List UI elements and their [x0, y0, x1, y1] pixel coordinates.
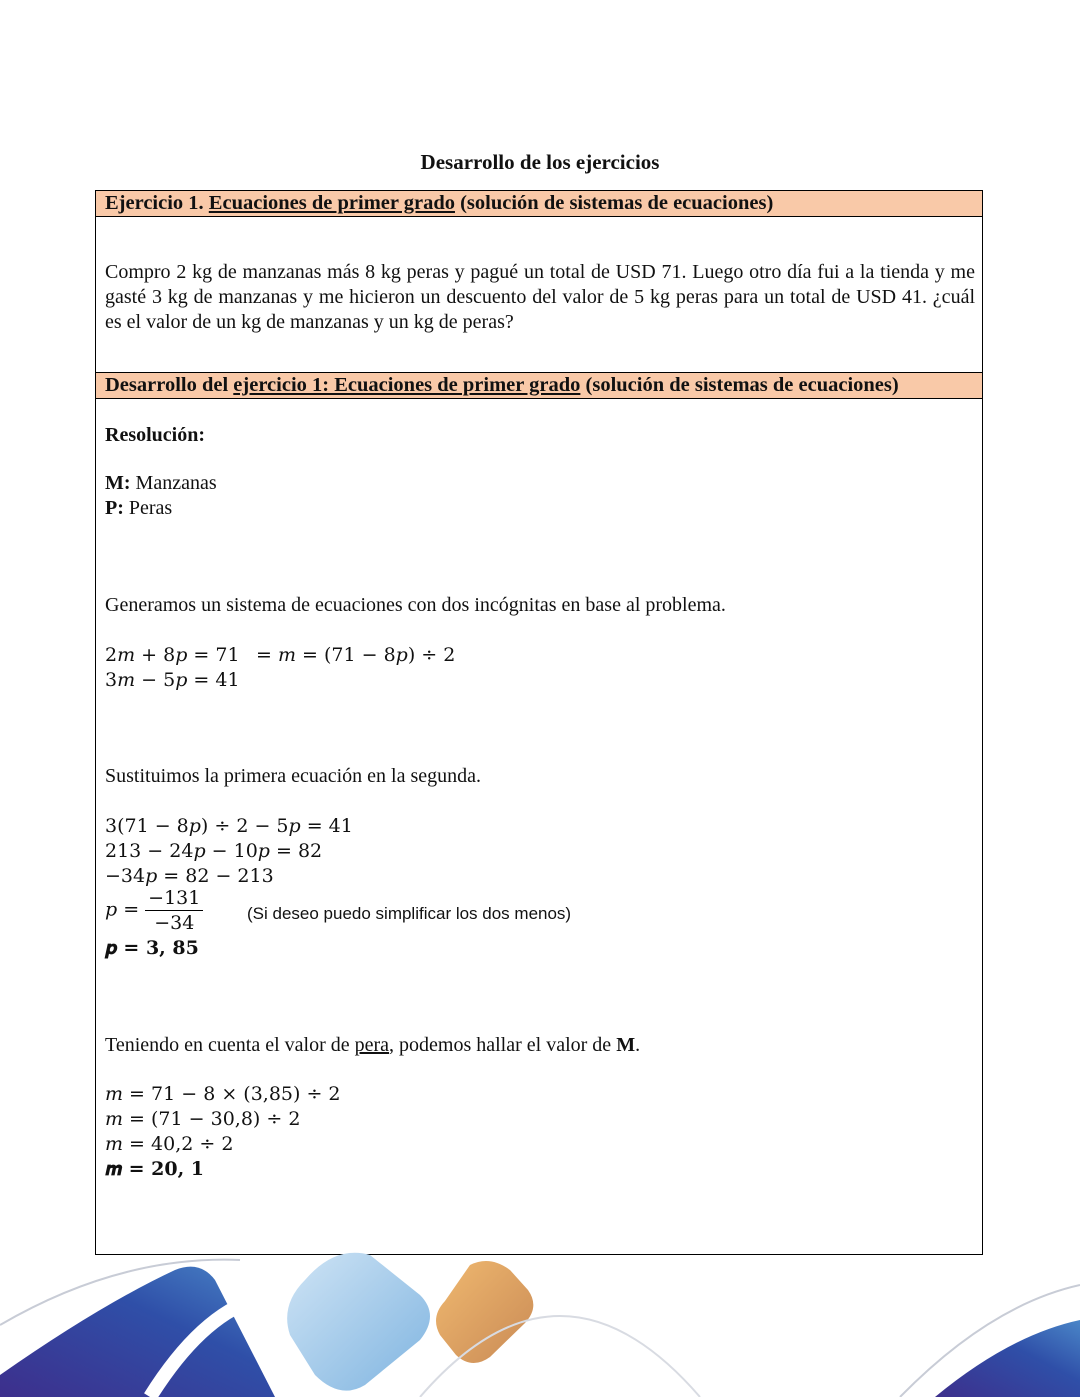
subst-step-3: −34𝑝 = 82 − 213	[105, 865, 274, 887]
var-m-key: M:	[105, 472, 131, 494]
development-header	[96, 372, 982, 399]
p-result: 𝒑 = 𝟑, 𝟖𝟓	[105, 937, 199, 959]
m-result: 𝒎 = 𝟐𝟎, 𝟏	[105, 1158, 205, 1180]
development-header-suffix: (solución de sistemas de ecuaciones)	[580, 374, 899, 396]
var-p-key: P:	[105, 497, 124, 519]
m-intro-3: .	[635, 1034, 641, 1056]
system-intro: Generamos un sistema de ecuaciones con dos incógnitas en base al problema.	[105, 594, 726, 616]
var-p	[105, 497, 172, 520]
exercise1-header-suffix: (solución de sistemas de ecuaciones)	[454, 192, 774, 214]
development-cell	[96, 399, 982, 1254]
light-blue-tile	[287, 1253, 430, 1391]
var-m-value: Manzanas	[130, 472, 217, 494]
problem-cell	[96, 217, 982, 372]
footer-decoration	[0, 1225, 1080, 1397]
exercise1-header-underlined: Ecuaciones de primer grado	[208, 192, 455, 214]
p-fraction-equation	[105, 887, 203, 934]
resolution-label: Resolución:	[105, 424, 205, 446]
exercise1-header-prefix: Ejercicio 1.	[105, 192, 209, 214]
substitution-intro: Sustituimos la primera ecuación en la segunda.	[105, 765, 482, 787]
var-m	[105, 472, 217, 495]
m-step-2: 𝑚 = (71 − 30,8) ÷ 2	[105, 1108, 301, 1130]
p-lhs: 𝑝 =	[105, 898, 140, 921]
development-header-underlined: ejercicio 1: Ecuaciones de primer grado	[233, 374, 581, 396]
right-blue-shape	[935, 1320, 1080, 1397]
m-intro	[105, 1034, 640, 1057]
p-fraction	[145, 887, 203, 934]
orange-tile	[436, 1261, 533, 1363]
exercise-table	[95, 190, 983, 1255]
subst-step-1: 3(71 − 8𝑝) ÷ 2 − 5𝑝 = 41	[105, 815, 353, 837]
m-step-3: 𝑚 = 40,2 ÷ 2	[105, 1133, 234, 1155]
equation-1-solved: = 𝑚 = (71 − 8𝑝) ÷ 2	[256, 644, 456, 666]
exercise1-header	[96, 191, 982, 217]
equation-2: 3𝑚 − 5𝑝 = 41	[105, 669, 240, 691]
page-title: Desarrollo de los ejercicios	[420, 150, 660, 174]
problem-text: Compro 2 kg de manzanas más 8 kg peras y pagué un total de USD 71. Luego otro día fui a la tienda y me gasté 3 kg de manzanas y me hicieron un descuento del valor de 5 kg peras para un total de USD 41. ¿cuál es el valor de un kg de manzanas y un kg de peras?	[105, 261, 975, 333]
left-blue-shape	[0, 1267, 275, 1397]
m-intro-1: Teniendo en cuenta el valor de	[105, 1034, 355, 1056]
m-intro-bold: M	[616, 1034, 636, 1056]
m-step-1: 𝑚 = 71 − 8 × (3,85) ÷ 2	[105, 1083, 341, 1105]
development-header-prefix: Desarrollo del	[105, 374, 234, 396]
m-intro-pera: pera	[354, 1034, 390, 1056]
m-intro-2: , podemos hallar el valor de	[389, 1034, 617, 1056]
subst-step-2: 213 − 24𝑝 − 10𝑝 = 82	[105, 840, 323, 862]
p-note: (Si deseo puedo simplificar los dos menos)	[247, 904, 572, 923]
var-p-value: Peras	[123, 497, 173, 519]
equation-1: 2𝑚 + 8𝑝 = 71	[105, 644, 240, 666]
p-numerator: −131	[145, 887, 203, 911]
p-denominator: −34	[154, 912, 195, 934]
